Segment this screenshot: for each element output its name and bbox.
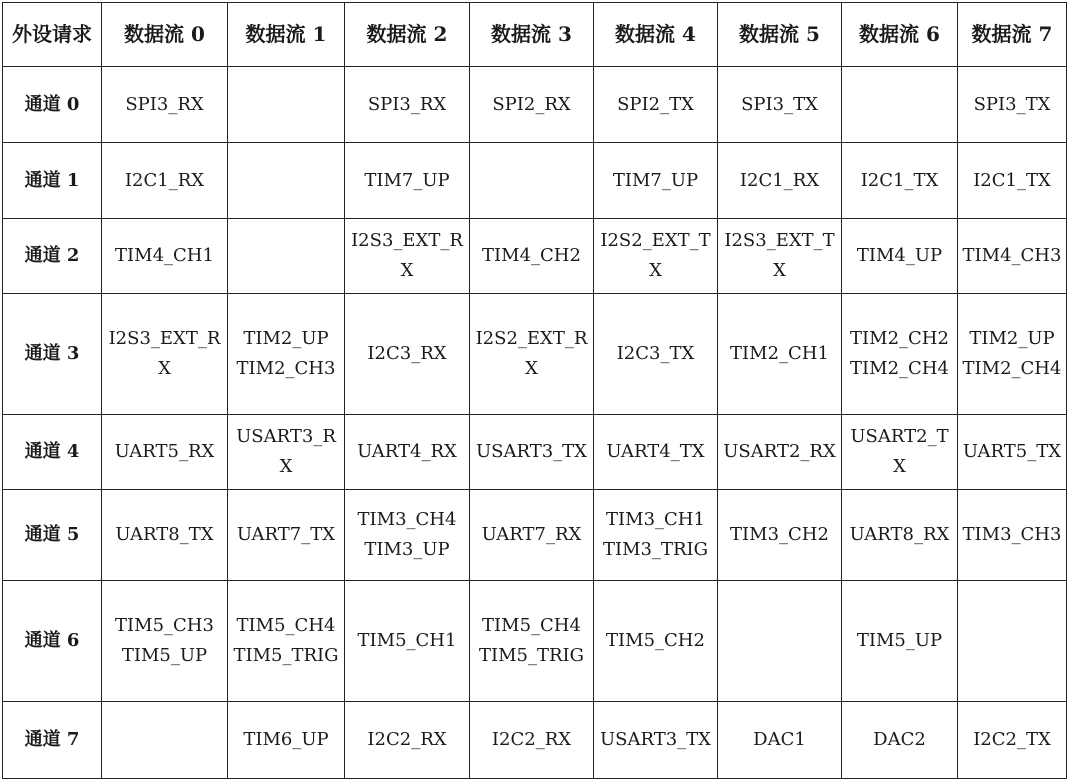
- table-cell: [102, 415, 228, 490]
- table-cell: [718, 219, 842, 294]
- cell-value: DAC1: [753, 729, 806, 750]
- cell-value: I2S3_EXT_TX: [724, 230, 835, 281]
- header-cell: 数据流 6: [842, 3, 958, 67]
- table-cell: [842, 490, 958, 581]
- channel-label: 通道 4: [3, 415, 102, 490]
- channel-label: 通道 5: [3, 490, 102, 581]
- cell-value: TIM5_UP: [856, 630, 943, 651]
- cell-value: UART8_TX: [115, 524, 214, 545]
- cell-value: UART4_TX: [606, 441, 705, 462]
- cell-value: TIM2_CH4: [850, 358, 949, 379]
- cell-value: TIM2_UP: [969, 328, 1055, 349]
- cell-value: UART4_RX: [357, 441, 457, 462]
- table-cell: [958, 219, 1067, 294]
- table-cell: [718, 415, 842, 490]
- cell-value: UART5_TX: [962, 441, 1062, 462]
- cell-value: TIM3_CH2: [730, 524, 829, 545]
- cell-value: SPI3_RX: [125, 93, 204, 115]
- header-cell: 外设请求: [3, 3, 102, 67]
- table-cell: [718, 702, 842, 779]
- table-cell: [594, 490, 718, 581]
- cell-value: SPI2_RX: [492, 93, 571, 115]
- table-cell: [842, 294, 958, 415]
- table-cell: [470, 702, 594, 779]
- cell-value: I2S2_EXT_RX: [475, 328, 588, 379]
- cell-value: UART7_TX: [236, 524, 336, 545]
- cell-value: I2C2_RX: [367, 729, 447, 750]
- table-cell: [345, 219, 470, 294]
- table-cell: [102, 702, 228, 779]
- cell-value: SPI3_RX: [367, 93, 447, 115]
- channel-label: 通道 2: [3, 219, 102, 294]
- table-cell: [228, 143, 345, 219]
- cell-value: I2C2_RX: [491, 729, 572, 750]
- table-row: [3, 67, 1067, 143]
- table-cell: [102, 143, 228, 219]
- table-cell: [228, 219, 345, 294]
- header-cell: 数据流 4: [594, 3, 718, 67]
- cell-value: I2C1_RX: [124, 169, 205, 191]
- cell-value: TIM2_CH4: [962, 358, 1062, 379]
- table-cell: [470, 490, 594, 581]
- table-cell: [842, 219, 958, 294]
- header-cell: 数据流 2: [345, 3, 470, 67]
- cell-value: USART3_TX: [599, 729, 711, 750]
- table-cell: [958, 490, 1067, 581]
- cell-value: I2C3_TX: [616, 343, 695, 364]
- table-cell: [345, 415, 470, 490]
- table-cell: [718, 143, 842, 219]
- cell-value: SPI2_TX: [617, 93, 694, 115]
- table-cell: [470, 219, 594, 294]
- table-cell: [842, 415, 958, 490]
- channel-label: 通道 7: [3, 702, 102, 779]
- cell-value: I2C3_RX: [367, 343, 447, 364]
- table-cell: [470, 581, 594, 702]
- cell-value: TIM5_TRIG: [233, 645, 339, 666]
- table-row: [3, 490, 1067, 581]
- table-row: [3, 702, 1067, 779]
- cell-value: TIM3_TRIG: [602, 539, 709, 560]
- table-cell: [102, 294, 228, 415]
- table-cell: [842, 702, 958, 779]
- cell-value: I2C1_TX: [973, 169, 1051, 191]
- header-cell: 数据流 1: [228, 3, 345, 67]
- cell-value: UART5_RX: [114, 441, 215, 462]
- table-cell: [594, 294, 718, 415]
- table-cell: [470, 67, 594, 143]
- table-cell: [228, 581, 345, 702]
- cell-value: TIM5_CH2: [606, 630, 705, 651]
- header-cell: 数据流 0: [102, 3, 228, 67]
- cell-value: I2S3_EXT_RX: [108, 328, 221, 379]
- table-cell: [102, 219, 228, 294]
- table-cell: [470, 294, 594, 415]
- table-cell: [842, 143, 958, 219]
- cell-value: SPI3_TX: [741, 93, 818, 115]
- table-cell: [594, 415, 718, 490]
- table-cell: [345, 294, 470, 415]
- table-cell: [594, 581, 718, 702]
- cell-value: I2C1_RX: [739, 169, 820, 191]
- table-cell: [594, 219, 718, 294]
- table-cell: [718, 581, 842, 702]
- table-cell: [842, 581, 958, 702]
- cell-value: UART7_RX: [481, 524, 582, 545]
- cell-value: TIM5_CH4: [482, 615, 581, 636]
- header-cell: 数据流 3: [470, 3, 594, 67]
- table-cell: [718, 490, 842, 581]
- table-body: [3, 67, 1067, 779]
- cell-value: TIM5_UP: [121, 645, 208, 666]
- table-cell: [958, 702, 1067, 779]
- cell-value: USART2_RX: [723, 441, 836, 462]
- table-row: [3, 143, 1067, 219]
- table-cell: [102, 67, 228, 143]
- cell-value: TIM2_CH1: [730, 343, 829, 364]
- table-cell: [958, 294, 1067, 415]
- cell-value: USART2_TX: [850, 426, 949, 477]
- channel-label: 通道 0: [3, 67, 102, 143]
- cell-value: TIM5_CH3: [115, 615, 214, 636]
- table-row: [3, 415, 1067, 490]
- table-cell: [345, 581, 470, 702]
- cell-value: TIM4_CH3: [962, 245, 1062, 266]
- table-cell: [958, 67, 1067, 143]
- cell-value: TIM3_CH3: [962, 524, 1062, 545]
- table-row: [3, 294, 1067, 415]
- table-cell: [958, 581, 1067, 702]
- cell-value: I2S3_EXT_RX: [351, 230, 463, 281]
- cell-value: TIM3_CH4: [357, 509, 457, 530]
- cell-value: SPI3_TX: [973, 93, 1051, 115]
- cell-value: TIM2_UP: [243, 328, 329, 349]
- table-cell: [102, 581, 228, 702]
- cell-value: DAC2: [873, 729, 926, 750]
- table-cell: [470, 415, 594, 490]
- table-cell: [958, 415, 1067, 490]
- cell-value: TIM2_CH2: [850, 328, 949, 349]
- cell-value: TIM3_UP: [364, 539, 450, 560]
- cell-value: TIM4_CH2: [482, 245, 581, 266]
- header-cell: 数据流 7: [958, 3, 1067, 67]
- table-cell: [102, 490, 228, 581]
- table-cell: [345, 67, 470, 143]
- table-row: [3, 581, 1067, 702]
- table-cell: [842, 67, 958, 143]
- cell-value: I2C2_TX: [973, 729, 1051, 750]
- table-cell: [345, 143, 470, 219]
- cell-value: I2S2_EXT_TX: [600, 230, 711, 281]
- cell-value: TIM4_CH1: [115, 245, 214, 266]
- cell-value: TIM7_UP: [612, 169, 699, 191]
- cell-value: I2C1_TX: [860, 169, 939, 191]
- table-cell: [594, 143, 718, 219]
- table-cell: [228, 294, 345, 415]
- channel-label: 通道 6: [3, 581, 102, 702]
- header-cell: 数据流 5: [718, 3, 842, 67]
- channel-label: 通道 3: [3, 294, 102, 415]
- table-cell: [594, 702, 718, 779]
- table-cell: [718, 67, 842, 143]
- table-cell: [958, 143, 1067, 219]
- cell-value: TIM5_CH1: [357, 630, 457, 651]
- cell-value: TIM5_CH4: [236, 615, 336, 636]
- table-cell: [228, 702, 345, 779]
- table-cell: [345, 490, 470, 581]
- cell-value: USART3_RX: [236, 426, 336, 477]
- cell-value: TIM2_CH3: [236, 358, 336, 379]
- cell-value: TIM4_UP: [856, 245, 943, 266]
- cell-value: TIM6_UP: [243, 729, 329, 750]
- channel-label: 通道 1: [3, 143, 102, 219]
- table-cell: [718, 294, 842, 415]
- table-cell: [228, 415, 345, 490]
- cell-value: TIM5_TRIG: [478, 645, 585, 666]
- cell-value: TIM3_CH1: [606, 509, 705, 530]
- table-cell: [594, 67, 718, 143]
- cell-value: USART3_TX: [475, 441, 587, 462]
- table-cell: [345, 702, 470, 779]
- table-cell: [228, 67, 345, 143]
- table-row: [3, 219, 1067, 294]
- cell-value: TIM7_UP: [364, 169, 450, 191]
- dma-request-mapping-table: [2, 2, 1067, 779]
- table-cell: [470, 143, 594, 219]
- table-cell: [228, 490, 345, 581]
- header-row: [3, 3, 1067, 67]
- cell-value: UART8_RX: [849, 524, 950, 545]
